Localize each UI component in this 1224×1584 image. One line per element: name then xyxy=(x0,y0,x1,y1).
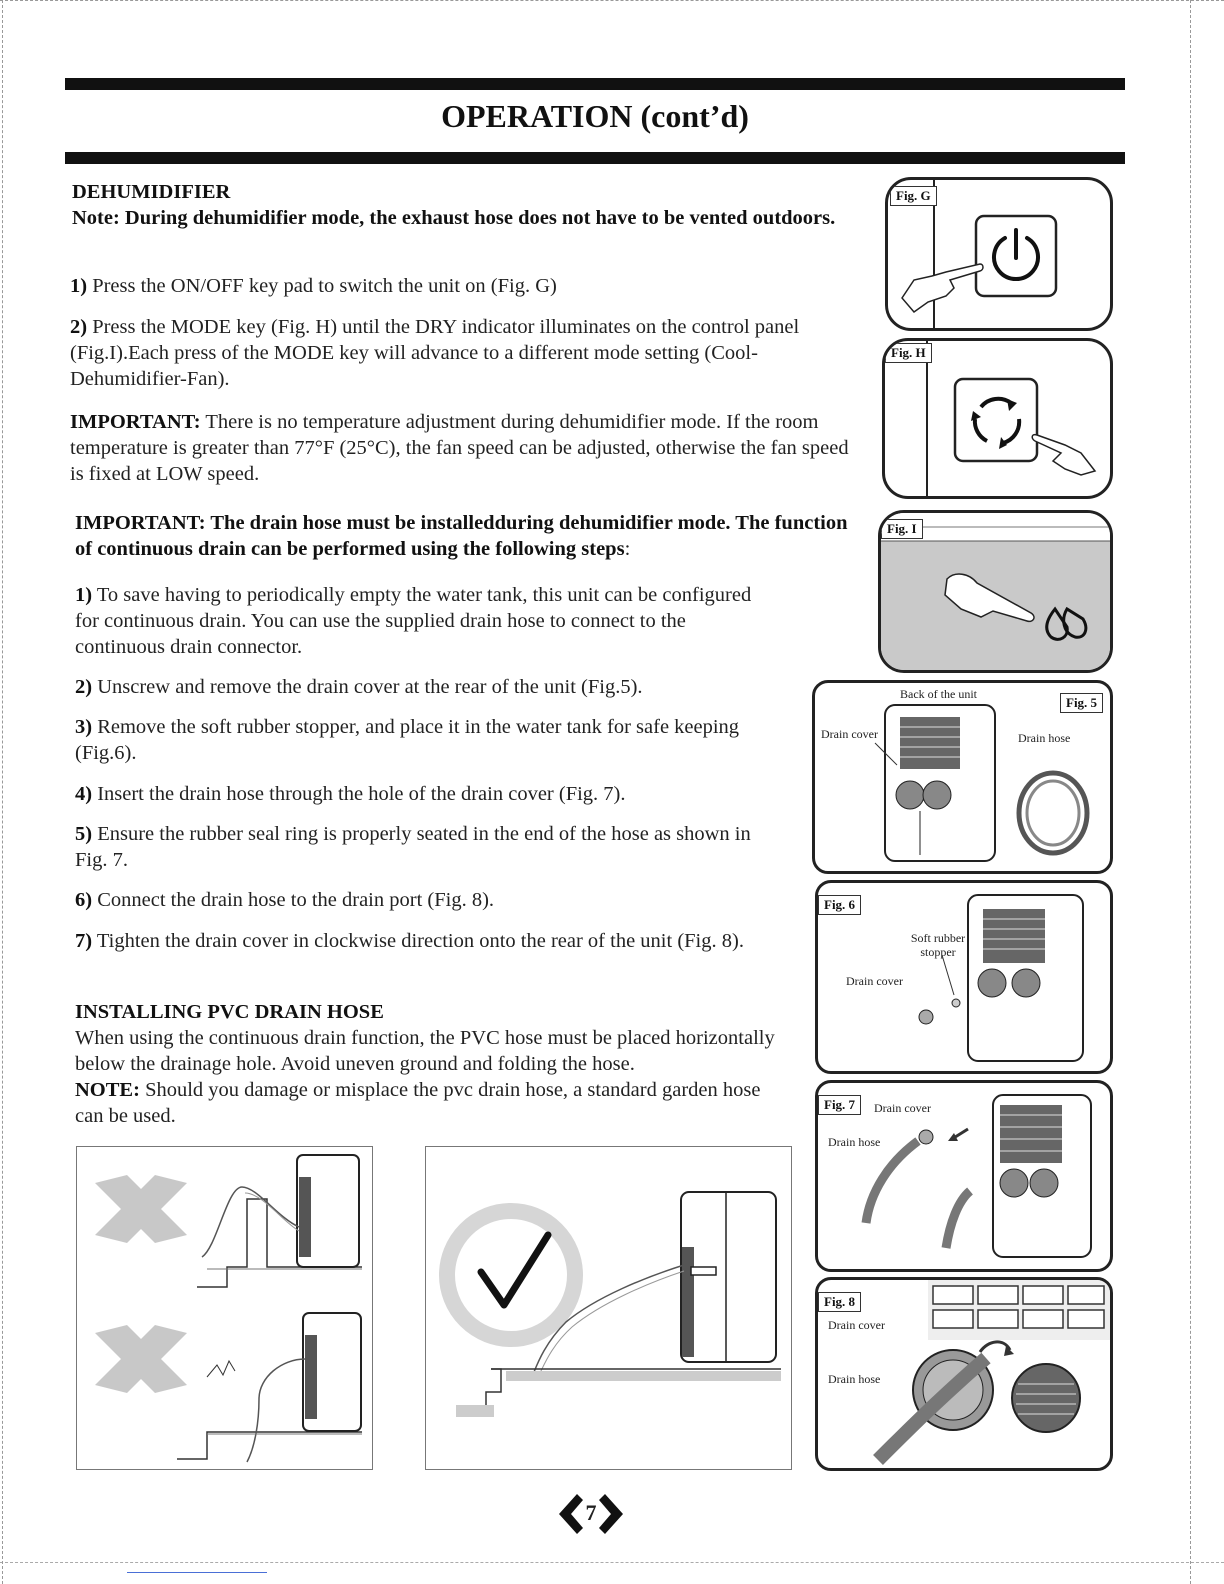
step-text: Unscrew and remove the drain cover at the rear of the unit (Fig.5). xyxy=(92,676,643,698)
dehumidifier-step-1 xyxy=(70,273,850,299)
drain-step-7 xyxy=(75,928,775,954)
fig-6-drain-cover-label: Drain cover xyxy=(846,974,903,988)
pvc-heading: INSTALLING PVC DRAIN HOSE xyxy=(75,1001,384,1023)
pvc-note xyxy=(75,1077,790,1129)
x-mark-icon xyxy=(95,1175,187,1393)
pvc-note-label: NOTE: xyxy=(75,1079,140,1101)
drain-important xyxy=(75,510,865,562)
page-title: OPERATION (cont’d) xyxy=(441,98,749,134)
figure-i xyxy=(878,510,1113,673)
figure-h xyxy=(882,338,1113,499)
figure-8 xyxy=(815,1277,1113,1471)
step-text: Tighten the drain cover in clockwise direction onto the rear of the unit (Fig. 8). xyxy=(92,930,744,952)
dehumidifier-step-2 xyxy=(70,314,860,392)
step-text: Connect the drain hose to the drain port (Fig. 8). xyxy=(92,889,495,911)
figure-5 xyxy=(812,680,1113,874)
fig-5-back-label: Back of the unit xyxy=(900,687,977,701)
important-text: There is no temperature adjustment during dehumidifier mode. If the room temperature is greater than 77°F (25°C), the fan speed can be adjusted, otherwise the fan speed is fixed at LOW speed. xyxy=(70,411,849,485)
step-number: 1) xyxy=(75,584,93,606)
step-text: To save having to periodically empty the water tank, this unit can be configured for continuous drain. You can use the supplied drain hose to connect to the continuous drain connector. xyxy=(75,584,752,658)
drain-step-2 xyxy=(75,674,795,700)
figure-6 xyxy=(815,880,1113,1074)
step-text: Ensure the rubber seal ring is properly seated in the end of the hose as shown in Fig. 7. xyxy=(75,823,751,871)
step-text: Press the ON/OFF key pad to switch the unit on (Fig. G) xyxy=(87,275,557,297)
correct-installation-panel xyxy=(425,1146,792,1470)
step-number: 4) xyxy=(75,783,93,805)
page-border-top xyxy=(0,0,1224,1)
figure-7 xyxy=(815,1080,1113,1272)
fig-5-drain-cover-label: Drain cover xyxy=(821,727,878,741)
fig-7-drain-cover-label: Drain cover xyxy=(874,1101,931,1115)
step-number: 5) xyxy=(75,823,93,845)
step-text: Remove the soft rubber stopper, and place it in the water tank for safe keeping (Fig.6). xyxy=(75,716,740,764)
check-mark-icon xyxy=(447,1211,575,1339)
step-number: 6) xyxy=(75,889,93,911)
wrong-installation-panel xyxy=(76,1146,373,1470)
step-text: Press the MODE key (Fig. H) until the DRY indicator illuminates on the control panel (Fig.I).Each press of the MODE key will advance to a different mode setting (Cool-Dehumidifier-Fan). xyxy=(70,316,800,390)
step-number: 1) xyxy=(70,275,88,297)
fig-g-label: Fig. G xyxy=(890,186,937,206)
page-border-left xyxy=(2,0,3,1584)
step-number: 7) xyxy=(75,930,93,952)
fig-8-drain-hose-label: Drain hose xyxy=(828,1372,881,1386)
dehumidifier-note: Note: During dehumidifier mode, the exhaust hose does not have to be vented outdoors. xyxy=(72,207,836,229)
drain-important-colon: : xyxy=(624,538,631,560)
fig-i-label: Fig. I xyxy=(881,519,923,539)
step-number: 2) xyxy=(75,676,93,698)
drain-step-4 xyxy=(75,781,795,807)
fig-7-label: Fig. 7 xyxy=(818,1095,861,1115)
fig-7-drain-hose-label: Drain hose xyxy=(828,1135,881,1149)
fig-5-label: Fig. 5 xyxy=(1060,693,1103,713)
pvc-text: When using the continuous drain function, the PVC hose must be placed horizontally below the drainage hole. Avoid uneven ground and folding the hose. xyxy=(75,1027,775,1075)
fig-6-label: Fig. 6 xyxy=(818,895,861,915)
step-number: 2) xyxy=(70,316,88,338)
figure-g xyxy=(885,177,1113,331)
dehumidifier-important xyxy=(70,409,860,487)
fig-6-stopper-label: Soft rubber stopper xyxy=(910,931,966,959)
page-border-right xyxy=(1190,0,1191,1584)
fig-8-drain-cover-label: Drain cover xyxy=(828,1318,885,1332)
pvc-note-text: Should you damage or misplace the pvc drain hose, a standard garden hose can be used. xyxy=(75,1079,761,1127)
fig-h-label: Fig. H xyxy=(885,343,932,363)
footer-link-line xyxy=(127,1572,267,1573)
header-rule-bottom xyxy=(65,152,1125,164)
drain-step-5 xyxy=(75,821,755,873)
header-rule-top xyxy=(65,78,1125,90)
page-number: 7 xyxy=(585,1500,597,1525)
drain-step-1 xyxy=(75,582,765,660)
page-border-bottom xyxy=(0,1562,1224,1563)
drain-important-text: IMPORTANT: The drain hose must be installedduring dehumidifier mode. The function of continuous drain can be performed using the following steps xyxy=(75,512,848,560)
fig-8-label: Fig. 8 xyxy=(818,1292,861,1312)
drain-step-3 xyxy=(75,714,765,766)
step-number: 3) xyxy=(75,716,93,738)
fig-5-drain-hose-label: Drain hose xyxy=(1018,731,1071,745)
dehumidifier-heading: DEHUMIDIFIER xyxy=(72,181,231,203)
step-text: Insert the drain hose through the hole of the drain cover (Fig. 7). xyxy=(92,783,626,805)
important-label: IMPORTANT: xyxy=(70,411,201,433)
drain-step-6 xyxy=(75,887,795,913)
page-number-badge xyxy=(555,1490,635,1540)
